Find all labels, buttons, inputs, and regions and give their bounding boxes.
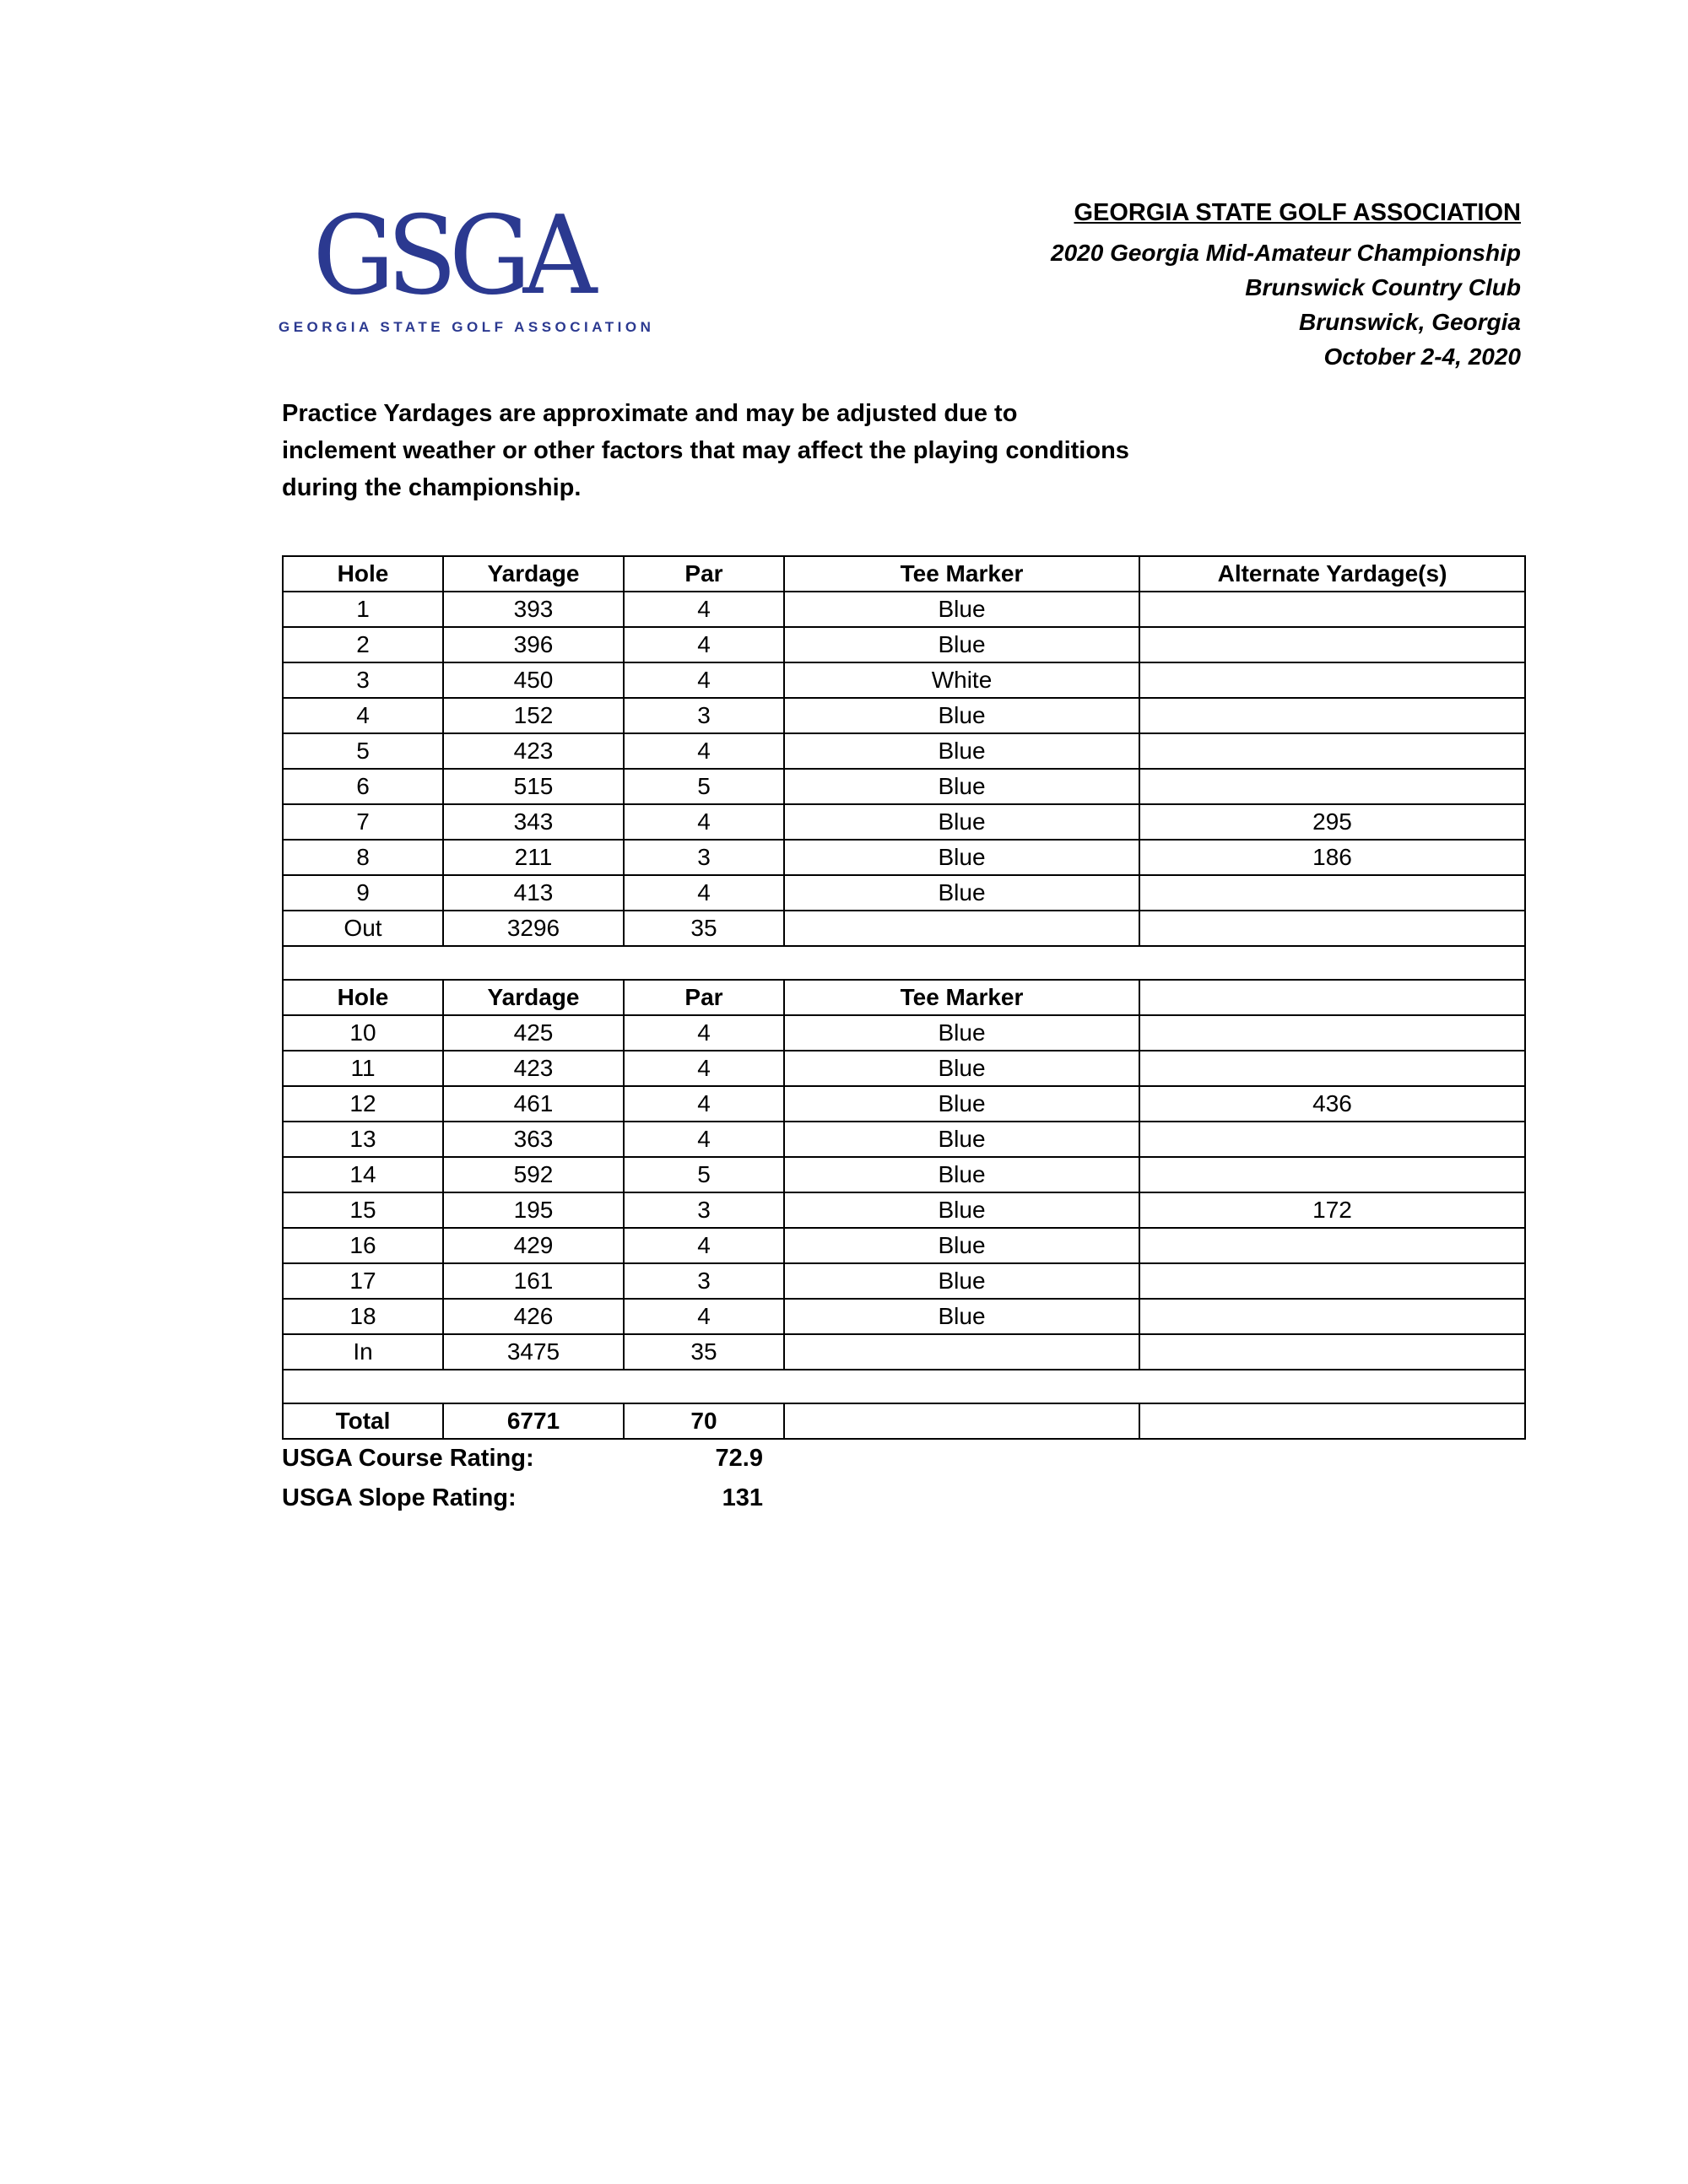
table-cell: 172 (1139, 1192, 1525, 1228)
course-rating-value: 72.9 (715, 1445, 763, 1472)
table-cell (1139, 1403, 1525, 1439)
table-cell: 4 (624, 875, 784, 911)
table-cell: 4 (624, 662, 784, 698)
table-cell: 3296 (443, 911, 624, 946)
table-cell (1139, 1299, 1525, 1334)
table-cell (1139, 733, 1525, 769)
spacer-row (283, 1370, 1525, 1403)
table-row (283, 733, 1525, 769)
column-header: Par (624, 556, 784, 592)
table-cell: 4 (624, 1015, 784, 1051)
table-cell: 35 (624, 1334, 784, 1370)
table-cell: 295 (1139, 804, 1525, 840)
table-cell: In (283, 1334, 443, 1370)
table-cell: 13 (283, 1122, 443, 1157)
slope-rating-row (282, 1484, 763, 1512)
table-row (283, 1086, 1525, 1122)
table-cell: 4 (624, 592, 784, 627)
table-cell (784, 1403, 1139, 1439)
column-header: Alternate Yardage(s) (1139, 556, 1525, 592)
column-header: Tee Marker (784, 556, 1139, 592)
table-cell: Blue (784, 1086, 1139, 1122)
table-cell: 12 (283, 1086, 443, 1122)
total-row (283, 1403, 1525, 1439)
table-cell: 4 (624, 1299, 784, 1334)
table-cell: 363 (443, 1122, 624, 1157)
table-cell (1139, 911, 1525, 946)
table-row (283, 911, 1525, 946)
table-cell: 461 (443, 1086, 624, 1122)
table-cell: 8 (283, 840, 443, 875)
gsga-logo-caption: GEORGIA STATE GOLF ASSOCIATION (279, 319, 655, 335)
table-cell (1139, 1228, 1525, 1263)
table-row (283, 662, 1525, 698)
association-title: GEORGIA STATE GOLF ASSOCIATION (1074, 199, 1521, 226)
back-nine-body (283, 1015, 1525, 1370)
table-cell: 15 (283, 1192, 443, 1228)
table-row (283, 1263, 1525, 1299)
championship-name: 2020 Georgia Mid-Amateur Championship (1051, 240, 1521, 266)
table-cell: 161 (443, 1263, 624, 1299)
table-row (283, 1299, 1525, 1334)
table-row (283, 840, 1525, 875)
table-cell: 1 (283, 592, 443, 627)
table-cell: 413 (443, 875, 624, 911)
table-cell: Blue (784, 1299, 1139, 1334)
table-cell (1139, 698, 1525, 733)
column-header (1139, 980, 1525, 1015)
table-row (283, 1051, 1525, 1086)
table-cell: 429 (443, 1228, 624, 1263)
table-cell: 4 (624, 1051, 784, 1086)
table-cell: 423 (443, 733, 624, 769)
table-cell: 4 (624, 1086, 784, 1122)
front-nine-header (283, 556, 1525, 592)
table-row (283, 1122, 1525, 1157)
column-header: Hole (283, 980, 443, 1015)
column-header: Par (624, 980, 784, 1015)
table-cell (1139, 592, 1525, 627)
spacer-cell (283, 1370, 1525, 1403)
table-cell (1139, 1051, 1525, 1086)
table-cell: 6771 (443, 1403, 624, 1439)
table-row (283, 627, 1525, 662)
table-cell: 2 (283, 627, 443, 662)
table-cell: 186 (1139, 840, 1525, 875)
table-cell: 4 (283, 698, 443, 733)
table-cell: 3 (624, 1263, 784, 1299)
table-cell: 70 (624, 1403, 784, 1439)
table-row (283, 804, 1525, 840)
front-nine-header-row (283, 556, 1525, 592)
table-cell: Blue (784, 592, 1139, 627)
table-cell: White (784, 662, 1139, 698)
table-cell (1139, 769, 1525, 804)
table-cell (1139, 1122, 1525, 1157)
table-cell: 393 (443, 592, 624, 627)
table-cell: 17 (283, 1263, 443, 1299)
table-row (283, 1228, 1525, 1263)
table-cell: 436 (1139, 1086, 1525, 1122)
table-cell: 6 (283, 769, 443, 804)
table-row (283, 1015, 1525, 1051)
column-header: Yardage (443, 556, 624, 592)
table-cell: 9 (283, 875, 443, 911)
club-location: Brunswick, Georgia (1299, 309, 1521, 335)
table-cell: 5 (624, 769, 784, 804)
table-cell: 7 (283, 804, 443, 840)
table-cell: 343 (443, 804, 624, 840)
table-cell: Blue (784, 1015, 1139, 1051)
table-cell (1139, 1015, 1525, 1051)
table-cell: 18 (283, 1299, 443, 1334)
yardage-table (282, 555, 1526, 1440)
table-cell (1139, 875, 1525, 911)
table-cell: 450 (443, 662, 624, 698)
table-cell: 4 (624, 1122, 784, 1157)
table-cell: Blue (784, 875, 1139, 911)
column-header: Yardage (443, 980, 624, 1015)
table-cell: 4 (624, 733, 784, 769)
table-cell: 423 (443, 1051, 624, 1086)
table-cell: 5 (624, 1157, 784, 1192)
table-cell: 3 (624, 1192, 784, 1228)
front-nine-body (283, 592, 1525, 946)
column-header: Hole (283, 556, 443, 592)
table-cell: 592 (443, 1157, 624, 1192)
table-cell (784, 1334, 1139, 1370)
table-cell: Blue (784, 769, 1139, 804)
usga-ratings (282, 1445, 763, 1524)
table-cell: 3 (624, 698, 784, 733)
table-cell: 4 (624, 627, 784, 662)
table-cell: 35 (624, 911, 784, 946)
column-header: Tee Marker (784, 980, 1139, 1015)
table-row (283, 1157, 1525, 1192)
table-cell (1139, 1263, 1525, 1299)
table-cell: 195 (443, 1192, 624, 1228)
spacer-row (283, 946, 1525, 980)
course-rating-label: USGA Course Rating: (282, 1445, 534, 1472)
table-cell: 3475 (443, 1334, 624, 1370)
table-cell: 152 (443, 698, 624, 733)
back-nine-header-row (283, 980, 1525, 1015)
spacer-cell (283, 946, 1525, 980)
table-footer (283, 1370, 1525, 1439)
table-row (283, 875, 1525, 911)
table-cell (1139, 1334, 1525, 1370)
document-header (1051, 199, 1521, 374)
table-cell: 515 (443, 769, 624, 804)
table-cell: Blue (784, 1122, 1139, 1157)
table-cell: 426 (443, 1299, 624, 1334)
table-cell: 4 (624, 1228, 784, 1263)
table-divider (283, 946, 1525, 1015)
practice-yardage-notice: Practice Yardages are approximate and may be adjusted due to inclement weather or other factors that may affect the playing conditions during the championship. (282, 400, 1129, 501)
slope-rating-value: 131 (722, 1484, 763, 1511)
table-cell: 16 (283, 1228, 443, 1263)
table-row (283, 1192, 1525, 1228)
course-rating-row (282, 1445, 763, 1473)
table-row (283, 698, 1525, 733)
event-dates: October 2-4, 2020 (1323, 343, 1521, 370)
table-cell: Blue (784, 627, 1139, 662)
table-cell (1139, 662, 1525, 698)
table-cell: 425 (443, 1015, 624, 1051)
table-cell: Blue (784, 1051, 1139, 1086)
slope-rating-label: USGA Slope Rating: (282, 1484, 517, 1511)
table-cell: 11 (283, 1051, 443, 1086)
table-cell: Blue (784, 1228, 1139, 1263)
table-cell: Total (283, 1403, 443, 1439)
table-cell: Blue (784, 804, 1139, 840)
table-cell: Blue (784, 1263, 1139, 1299)
table-cell: Out (283, 911, 443, 946)
table-cell: Blue (784, 1157, 1139, 1192)
table-cell: 4 (624, 804, 784, 840)
table-cell: Blue (784, 1192, 1139, 1228)
table-cell (784, 911, 1139, 946)
table-cell: 211 (443, 840, 624, 875)
table-cell: 5 (283, 733, 443, 769)
table-cell: 3 (624, 840, 784, 875)
table-row (283, 592, 1525, 627)
gsga-logo-text: GSGA (312, 193, 589, 319)
club-name: Brunswick Country Club (1245, 274, 1521, 300)
gsga-logo (279, 193, 655, 336)
table-cell: 3 (283, 662, 443, 698)
table-row (283, 1334, 1525, 1370)
table-cell: Blue (784, 733, 1139, 769)
table-cell (1139, 627, 1525, 662)
table-row (283, 769, 1525, 804)
table-cell (1139, 1157, 1525, 1192)
table-cell: Blue (784, 698, 1139, 733)
table-cell: Blue (784, 840, 1139, 875)
table-cell: 10 (283, 1015, 443, 1051)
table-cell: 396 (443, 627, 624, 662)
table-cell: 14 (283, 1157, 443, 1192)
